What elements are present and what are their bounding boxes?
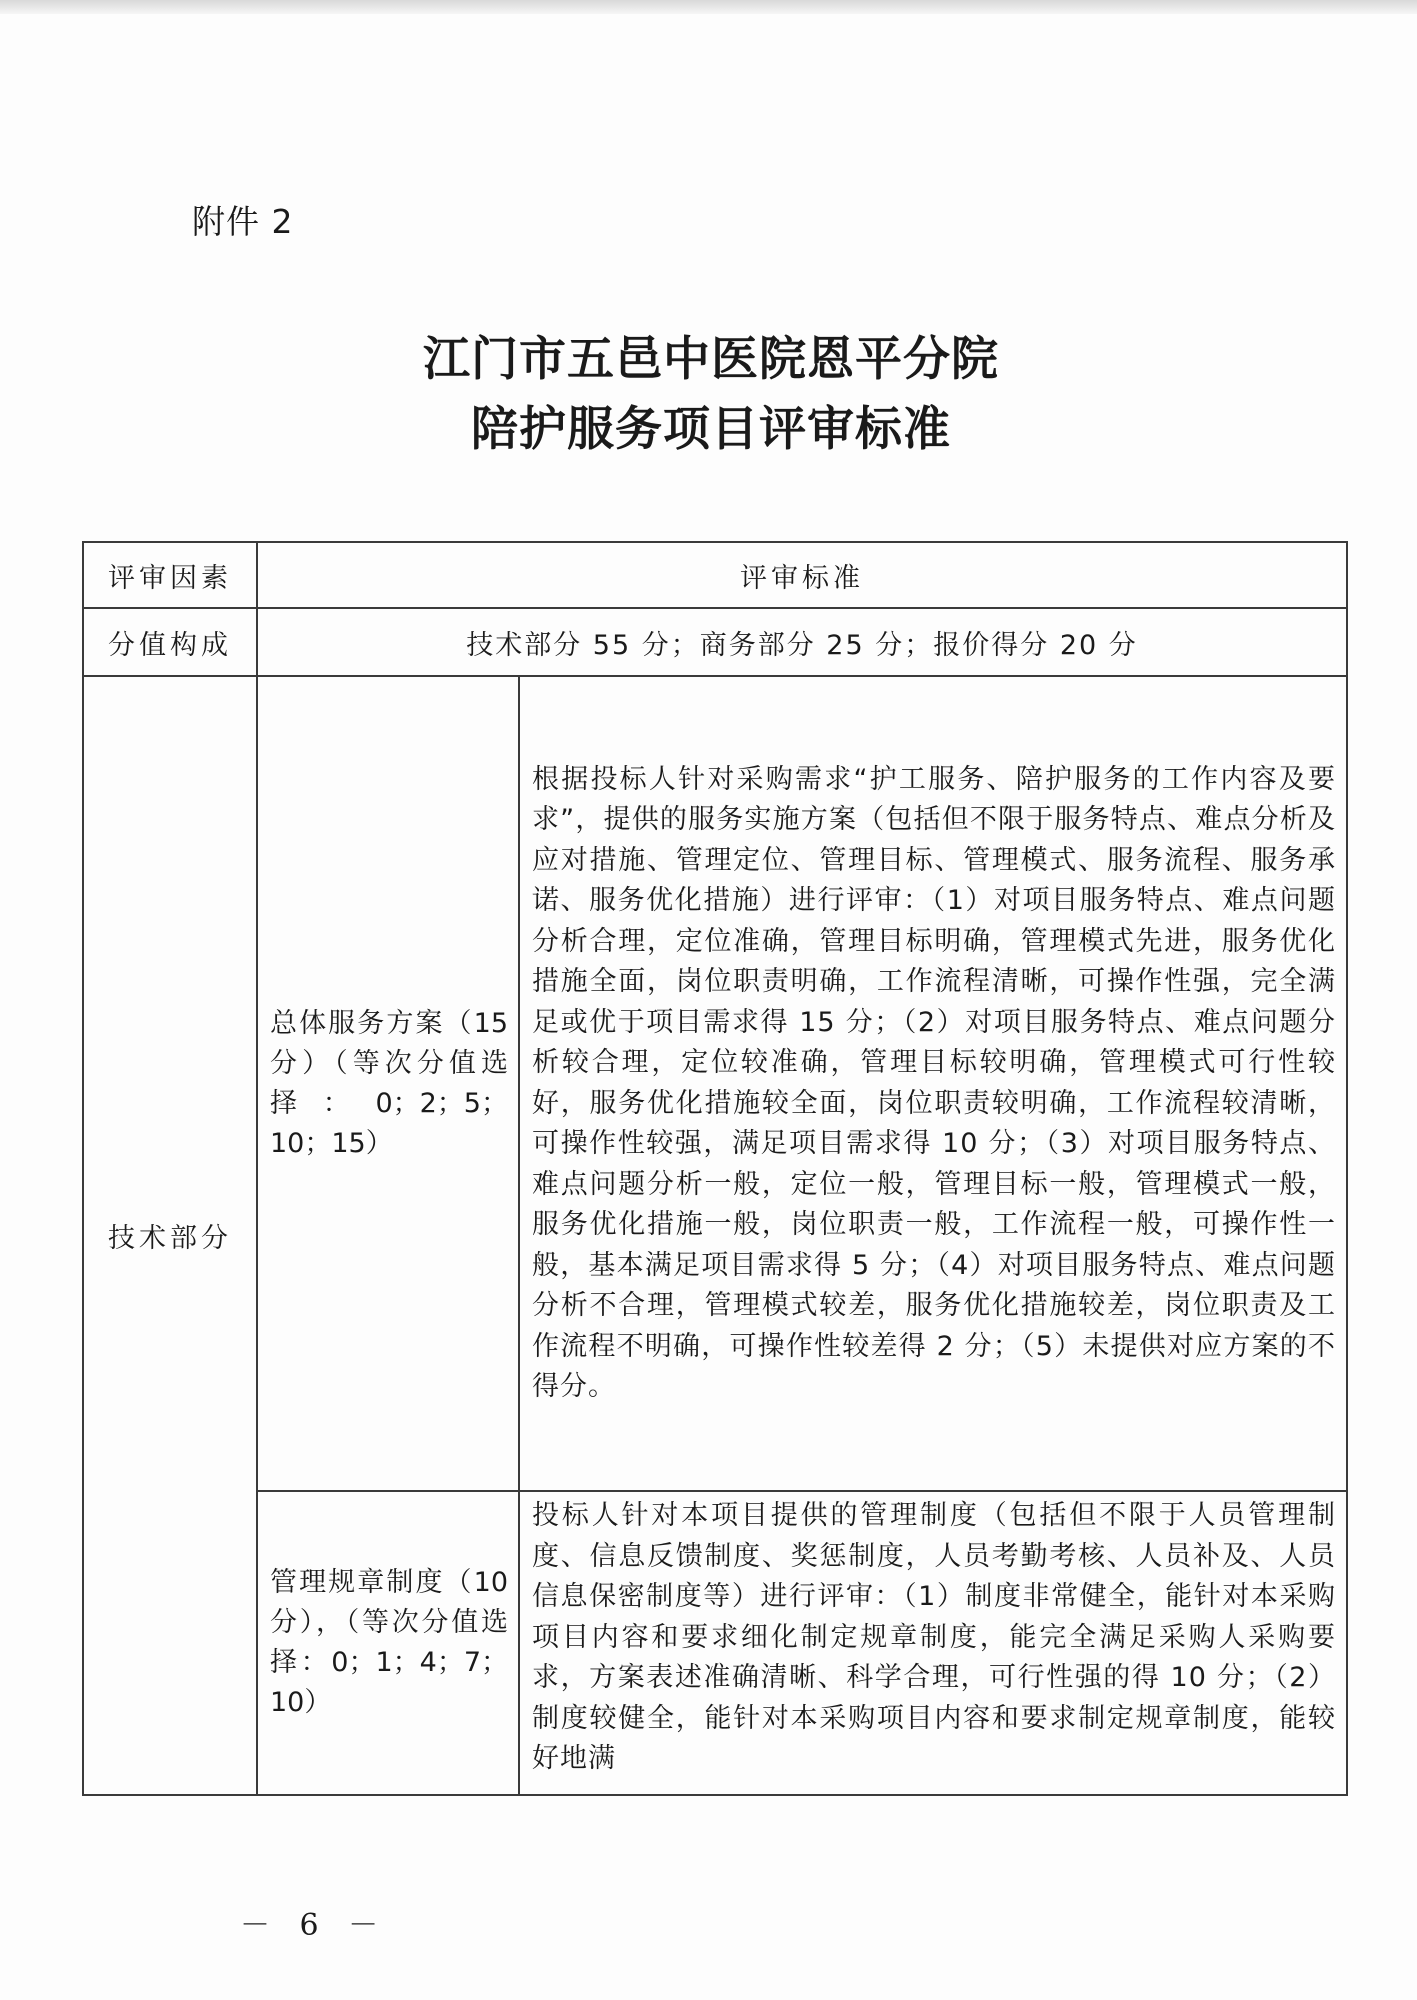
- document-title-line1: 江门市五邑中医院恩平分院: [423, 332, 999, 387]
- score-row: [83, 608, 1347, 676]
- score-label: 分值构成: [83, 608, 257, 676]
- item-name: 总体服务方案（15 分）（等次分值选择：0；2；5；10；15）: [257, 676, 519, 1491]
- header-factor: 评审因素: [83, 542, 257, 608]
- header-standard: 评审标准: [257, 542, 1347, 608]
- evaluation-table: [82, 541, 1348, 1796]
- item-standard-text: 投标人针对本项目提供的管理制度（包括但不限于人员管理制度、信息反馈制度、奖惩制度，人员考勤考核、人员补及、人员信息保密制度等）进行评审：（1）制度非常健全，能针对本采购项目内容和要求细化制定规章制度，能完全满足采购人采购要求，方案表述准确清晰、科学合理，可行性强的得 10 分；（2）制度较健全，能针对本采购项目内容和要求制定规章制度，能较好地满: [532, 1500, 1336, 1774]
- table-header-row: [83, 542, 1347, 608]
- item-standard: [519, 1491, 1347, 1795]
- item-standard: 根据投标人针对采购需求“护工服务、陪护服务的工作内容及要求”，提供的服务实施方案（包括但不限于服务特点、难点分析及应对措施、管理定位、管理目标、管理模式、服务流程、服务承诺、服务优化措施）进行评审：（1）对项目服务特点、难点问题分析合理，定位准确，管理目标明确，管理模式先进，服务优化措施全面，岗位职责明确，工作流程清晰，可操作性强，完全满足或优于项目需求得 15 分；（2）对项目服务特点、难点问题分析较合理，定位较准确，管理目标较明确，管理模式可行性较好，服务优化措施较全面，岗位职责较明确，工作流程较清晰，可操作性较强，满足项目需求得 10 分；（3）对项目服务特点、难点问题分析一般，定位一般，管理目标一般，管理模式一般，服务优化措施一般，岗位职责一般，工作流程一般，可操作性一般，基本满足项目需求得 5 分；（4）对项目服务特点、难点问题分析不合理，管理模式较差，服务优化措施较差，岗位职责及工作流程不明确，可操作性较差得 2 分；（5）未提供对应方案的不得分。: [519, 676, 1347, 1491]
- attachment-label: 附件 2: [192, 202, 294, 241]
- item-name: 管理规章制度（10 分），（等次分值选择：0；1；4；7；10）: [257, 1491, 519, 1795]
- table-row: [83, 676, 1347, 1491]
- document-title-line2: 陪护服务项目评审标准: [471, 402, 951, 457]
- section-tech-label: 技术部分: [83, 676, 257, 1795]
- scan-edge: [0, 0, 1417, 14]
- page-number: － 6 －: [240, 1908, 389, 1943]
- table-row: [83, 1491, 1347, 1795]
- score-value: 技术部分 55 分；商务部分 25 分；报价得分 20 分: [257, 608, 1347, 676]
